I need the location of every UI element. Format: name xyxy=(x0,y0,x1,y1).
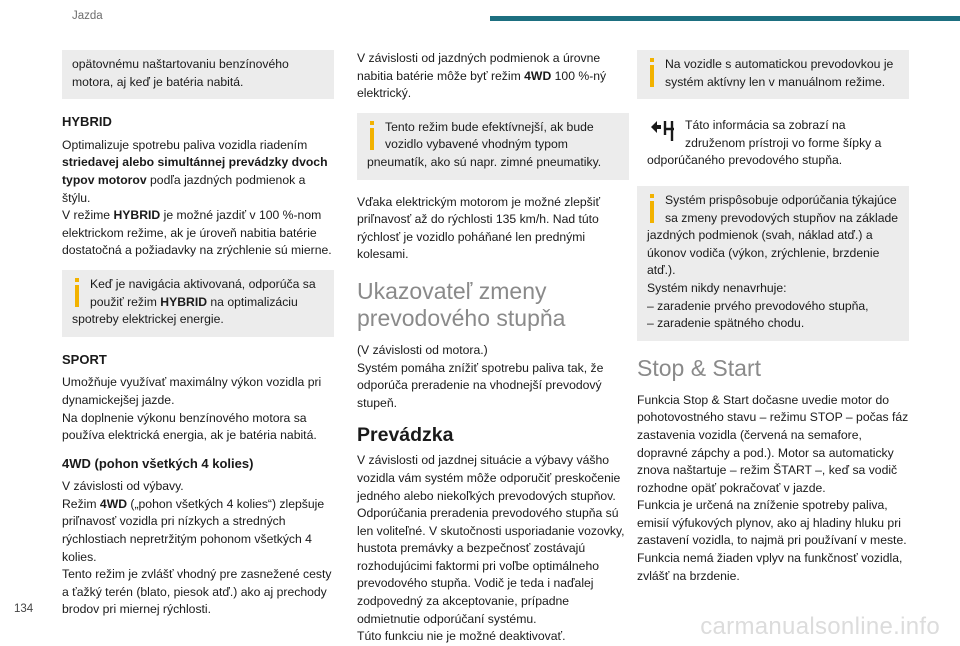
column-3 xyxy=(637,50,909,585)
info-note: Tento režim bude efektívnejší, ak bude vozidlo vybavené vhodným typom pneumatík, ako sú napr. zimné pneumatiky. xyxy=(357,113,629,180)
column-2 xyxy=(357,50,629,646)
hybrid-heading: HYBRID xyxy=(62,114,112,130)
info-icon xyxy=(647,194,657,224)
info-note: Na vozidle s automatickou prevodovkou je systém aktívny len v manuálnom režime. xyxy=(637,50,909,99)
header-accent-bar xyxy=(490,16,960,21)
page-number: 134 xyxy=(14,603,34,615)
paragraph: V závislosti od jazdnej situácie a výbavy vášho vozidla vám systém môže odporučiť preskočenie jedného alebo niekoľkých prevodových stupňov. Odporúčania preradenia prevodového stupňa sú len voliteľné. V skutočnosti usporiadanie vozovky, hustota premávky a bezpečnosť zostávajú rozhodujúcimi faktormi pri voľbe optimálneho prevodového stupňa. Vodič je teda i naďalej zodpovedný za akceptovanie, prípadne odmietnutie odporúčaní systému. Túto funkciu nie je možné deaktivovať. xyxy=(357,453,625,644)
sport-heading: SPORT xyxy=(62,351,107,367)
paragraph: Vďaka elektrickým motorom je možné zlepšiť priľnavosť až do rýchlosti 135 km/h. Nad túto rýchlosť je vozidlo poháňané len prednými kolesami. xyxy=(357,194,601,262)
section-heading-stop-start: Stop & Start xyxy=(637,354,762,381)
hybrid-paragraph: Optimalizuje spotrebu paliva vozidla riadením striedavej alebo simultánnej prevádzky dvoch typov motorov podľa jazdných podmienok a štýlu. V režime HYBRID je možné jazdiť v 100 %-nom elektrickom režime, ak je úroveň nabitia batérie dostatočná a požiadavky na zrýchlenie sú mierne. xyxy=(62,137,332,258)
watermark: carmanualsonline.info xyxy=(700,613,940,640)
note-text: opätovnému naštartovaniu benzínového motora, aj keď je batéria nabitá. xyxy=(72,57,289,89)
paragraph: Funkcia Stop & Start dočasne uvedie motor do pohotovostného stavu – režimu STOP – počas fáz zastavenia vozidla (červená na semafore, dopravné zápchy a pod.). Motor sa automaticky znova naštartuje – režim ŠTART –, keď sa vodič rozhodne opäť pokračovať v jazde. Funkcia je určená na zníženie spotreby paliva, emisií výfukových plynov, ako aj hladiny hluku pri zastavení vozidla, to najmä pri používaní v meste. Funkcia nemá žiaden vplyv na funkčnosť vozidla, zvlášť na brzdenie. xyxy=(637,392,909,583)
awd-heading: 4WD (pohon všetkých 4 kolies) xyxy=(62,455,254,471)
page-header-title: Jazda xyxy=(72,10,103,22)
column-1 xyxy=(62,50,334,629)
paragraph: V závislosti od jazdných podmienok a úrovne nabitia batérie môže byť režim 4WD 100 %-ný elektrický. xyxy=(357,51,607,101)
info-icon xyxy=(367,121,377,151)
awd-paragraph: V závislosti od výbavy. Režim 4WD („pohon všetkých 4 kolies“) zlepšuje priľnavosť vozidla pri nízkych a stredných rýchlostiach nepretržitým pohonom všetkých 4 kolies. Tento režim je zvlášť vhodný pre zasnežené cesty a ťažký terén (blato, piesok atď.) ako aj prechody brodov pri miernej rýchlosti. xyxy=(62,479,332,617)
section-heading-gear-indicator: Ukazovateľ zmeny prevodového stupňa xyxy=(357,277,566,331)
prevadzka-heading: Prevádzka xyxy=(357,424,454,447)
gear-indicator-note: Táto informácia sa zobrazí na združenom prístroji vo forme šípky a odporúčaného prevodového stupňa. xyxy=(647,118,882,168)
info-note: Systém prispôsobuje odporúčania týkajúce sa zmeny prevodových stupňov na základe jazdných podmienok (svah, náklad atď.) a úkonov vodiča (výkon, zrýchlenie, brzdenie atď.). Systém nikdy nenavrhuje: – zaradenie prvého prevodového stupňa, – zaradenie spätného chodu. xyxy=(637,186,909,341)
info-icon xyxy=(72,278,82,308)
paragraph: (V závislosti od motora.) Systém pomáha znížiť spotrebu paliva tak, že odporúča preradenie na vhodnejší prevodový stupeň. xyxy=(357,342,604,410)
info-note: Keď je navigácia aktivovaná, odporúča sa použiť režim HYBRID na optimalizáciu spotreby elektrickej energie. xyxy=(62,270,334,337)
info-icon xyxy=(647,58,657,88)
info-note xyxy=(62,50,334,99)
gear-shift-indicator-icon xyxy=(647,117,677,147)
sport-paragraph: Umožňuje využívať maximálny výkon vozidla pri dynamickejšej jazde. Na doplnenie výkonu benzínového motora sa používa elektrická energia, ak je batéria nabitá. xyxy=(62,375,322,443)
